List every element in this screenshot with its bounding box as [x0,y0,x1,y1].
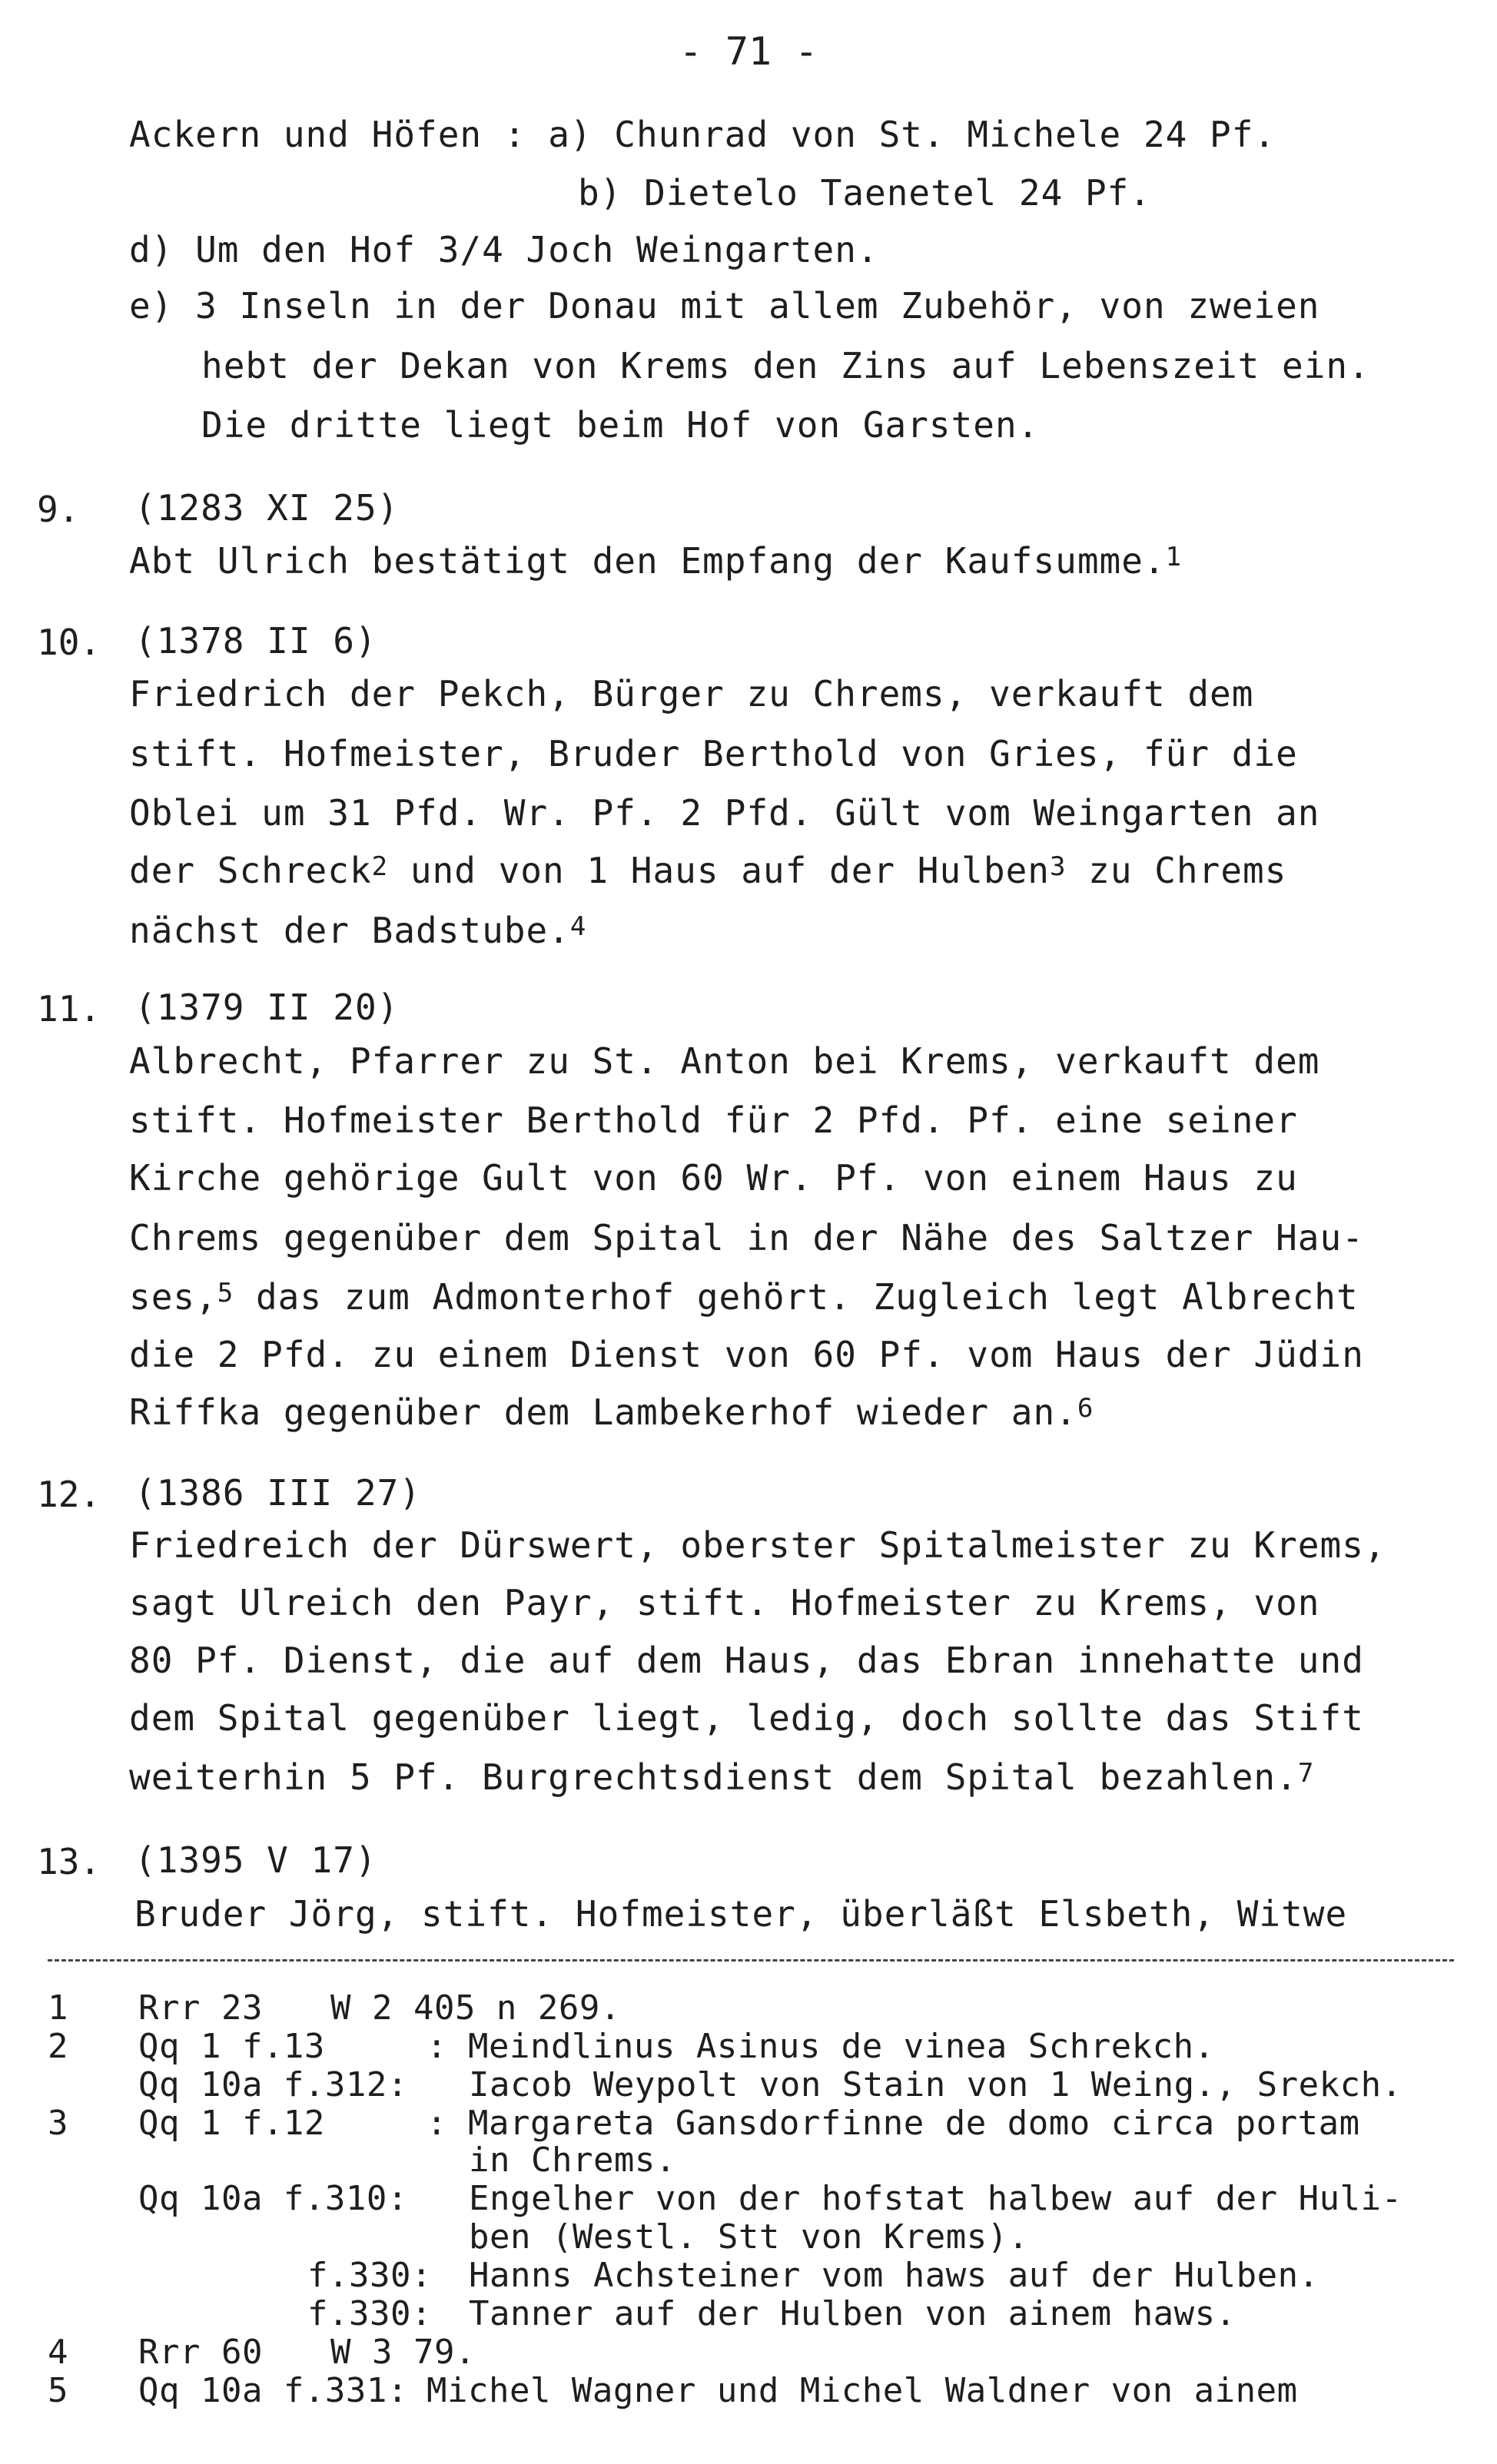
footnote-text: W 3 79. [330,2333,476,2372]
footnote-source: Qq 10a f.312: [138,2065,408,2104]
entry-number: 13. [37,1841,101,1882]
entry-line: Kirche gehörige Gult von 60 Wr. Pf. von einem Haus zu [129,1157,1298,1199]
footnote-text: : Meindlinus Asinus de vinea Schrekch. [427,2027,1215,2066]
intro-line: Ackern und Höfen : a) Chunrad von St. Michele 24 Pf. [129,114,1276,155]
entry-line: die 2 Pfd. zu einem Dienst von 60 Pf. vom Haus der Jüdin [129,1334,1364,1375]
footnote-ref: 3 [1049,851,1067,882]
entry-line: ses,$^5$ das zum Admonterhof gehört. Zugleich legt Albrecht [129,1276,1359,1318]
footnote-source: Rrr 23 [138,1988,263,2028]
entry-number: 9. [37,489,80,530]
footnote-text: Hanns Achsteiner vom haws auf der Hulben. [469,2256,1319,2295]
footnote-ref: 1 [1165,542,1183,572]
footnote-source: Qq 1 f.13 [138,2027,325,2066]
intro-line: b) Dietelo Taenetel 24 Pf. [578,172,1152,214]
footnote-ref: 4 [569,911,587,942]
footnote-source: Qq 1 f.12 [138,2104,325,2143]
entry-line: Bruder Jörg, stift. Hofmeister, überläßt Elsbeth, Witwe [134,1893,1348,1935]
footnote-ref: 2 [371,851,389,882]
entry-number: 12. [37,1474,101,1515]
entry-line: 80 Pf. Dienst, die auf dem Haus, das Ebran innehatte und [129,1640,1364,1681]
footnote-text: W 2 405 n 269. [330,1988,621,2028]
entry-date: (1283 XI 25) [134,487,400,529]
entry-line: dem Spital gegenüber liegt, ledig, doch sollte das Stift [129,1697,1364,1739]
footnote-source: Qq 10a f.310: [138,2179,408,2218]
footnote-source: f.330: [307,2294,432,2333]
entry-line: stift. Hofmeister, Bruder Berthold von Gries, für die [129,733,1298,774]
intro-line: e) 3 Inseln in der Donau mit allem Zubehör, von zweien [129,285,1320,327]
entry-line: Albrecht, Pfarrer zu St. Anton bei Krems, verkauft dem [129,1040,1320,1082]
intro-line: Die dritte liegt beim Hof von Garsten. [201,404,1040,446]
footnote-text: in Chrems. [469,2141,676,2180]
footnote-text: ben (Westl. Stt von Krems). [469,2217,1029,2257]
entry-line: Abt Ulrich bestätigt den Empfang der Kaufsumme.$^1$ [129,540,1183,582]
entry-line: weiterhin 5 Pf. Burgrechtsdienst dem Spital bezahlen.$^7$ [129,1756,1315,1798]
intro-line: hebt der Dekan von Krems den Zins auf Lebenszeit ein. [201,345,1370,386]
footnote-divider [48,1959,1454,1962]
footnote-text: : Margareta Gansdorfinne de domo circa portam [427,2104,1360,2143]
footnote-source: Rrr 60 [138,2333,263,2372]
entry-line: stift. Hofmeister Berthold für 2 Pfd. Pf. eine seiner [129,1099,1298,1141]
entry-line: sagt Ulreich den Payr, stift. Hofmeister zu Krems, von [129,1582,1320,1623]
footnote-number: 3 [48,2104,68,2143]
entry-line: Riffka gegenüber dem Lambekerhof wieder an.$^6$ [129,1391,1094,1433]
footnote-number: 1 [48,1988,68,2028]
footnote-source: f.330: [307,2256,432,2295]
footnote-source: Qq 10a f.331: [138,2371,408,2410]
footnote-text: Iacob Weypolt von Stain von 1 Weing., Srekch. [469,2065,1402,2104]
footnote-number: 4 [48,2333,68,2372]
entry-line: Chrems gegenüber dem Spital in der Nähe des Saltzer Hau- [129,1217,1364,1259]
entry-date: (1395 V 17) [134,1839,377,1881]
entry-line: Oblei um 31 Pfd. Wr. Pf. 2 Pfd. Gült vom Weingarten an [129,792,1320,834]
entry-line: nächst der Badstube.$^4$ [129,910,587,951]
footnote-ref: 5 [217,1278,234,1308]
entry-line: Friedrich der Pekch, Bürger zu Chrems, verkauft dem [129,673,1254,715]
intro-line: d) Um den Hof 3/4 Joch Weingarten. [129,229,879,270]
entry-date: (1386 III 27) [134,1472,422,1514]
footnote-number: 2 [48,2027,68,2066]
footnote-text: Michel Wagner und Michel Waldner von ainem [427,2371,1298,2410]
footnote-text: Tanner auf der Hulben von ainem haws. [469,2294,1236,2333]
entry-date: (1379 II 20) [134,987,400,1028]
footnote-text: Engelher von der hofstat halbew auf der Huli- [469,2179,1402,2218]
entry-number: 10. [37,622,101,663]
entry-line: Friedreich der Dürswert, oberster Spitalmeister zu Krems, [129,1524,1386,1566]
footnote-ref: 7 [1297,1758,1315,1789]
entry-line: der Schreck$^2$ und von 1 Haus auf der Hulben$^3$ zu Chrems [129,850,1287,891]
entry-number: 11. [37,988,101,1030]
footnote-ref: 6 [1077,1393,1094,1424]
footnote-number: 5 [48,2371,68,2410]
page-number: - 71 - [679,29,818,74]
entry-date: (1378 II 6) [134,620,377,662]
